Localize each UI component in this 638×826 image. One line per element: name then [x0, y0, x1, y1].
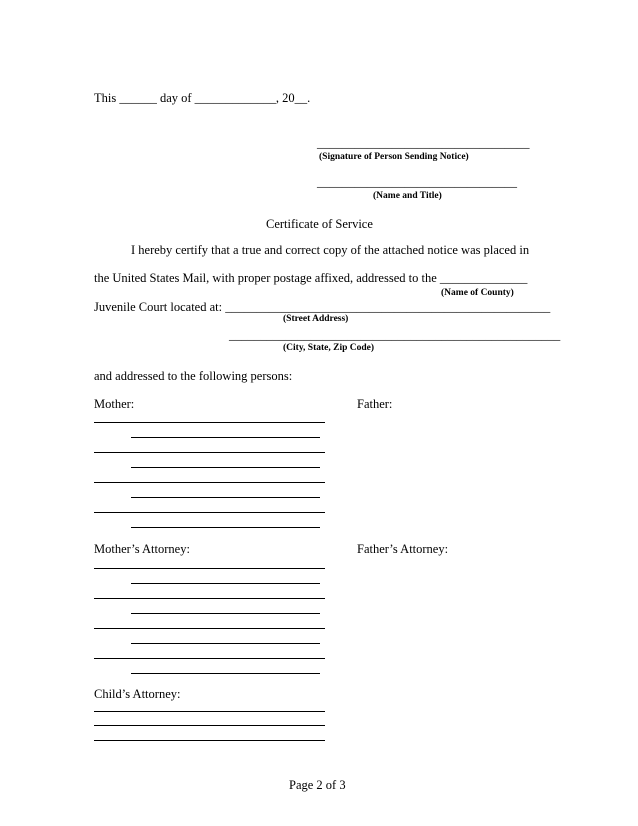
- address-line: [94, 711, 325, 712]
- childs-attorney-label: Child’s Attorney:: [94, 687, 181, 701]
- address-line: [131, 437, 320, 438]
- address-line: [94, 512, 325, 513]
- certificate-title: Certificate of Service: [266, 217, 373, 231]
- address-line: [131, 497, 320, 498]
- address-line: [94, 568, 325, 569]
- address-line: [131, 467, 320, 468]
- certify-paragraph-line-1: I hereby certify that a true and correct copy of the attached notice was placed in: [131, 243, 530, 257]
- address-line: [131, 583, 320, 584]
- city-state-zip-label: (City, State, Zip Code): [283, 343, 375, 353]
- addressed-to-line: and addressed to the following persons:: [94, 369, 293, 383]
- date-line: This ______ day of _____________, 20__.: [94, 91, 311, 105]
- father-label: Father:: [357, 397, 393, 411]
- street-address-label: (Street Address): [283, 314, 349, 324]
- address-line: [94, 422, 325, 423]
- court-location-line: Juvenile Court located at: ____________________________________________________: [94, 300, 551, 314]
- address-line: [94, 658, 325, 659]
- county-label: (Name of County): [441, 288, 514, 298]
- page-number: Page 2 of 3: [289, 778, 346, 792]
- name-title-line: ________________________________: [317, 175, 517, 189]
- signature-label: (Signature of Person Sending Notice): [319, 152, 469, 162]
- address-line: [131, 673, 320, 674]
- address-line: [94, 740, 325, 741]
- signature-line: __________________________________: [317, 136, 530, 150]
- fathers-attorney-label: Father’s Attorney:: [357, 542, 449, 556]
- address-line: [94, 725, 325, 726]
- address-line: [94, 628, 325, 629]
- name-title-label: (Name and Title): [373, 191, 442, 201]
- city-state-zip-line: _____________________________________________________: [229, 328, 561, 342]
- mothers-attorney-label: Mother’s Attorney:: [94, 542, 190, 556]
- address-line: [131, 613, 320, 614]
- address-line: [94, 482, 325, 483]
- address-line: [94, 452, 325, 453]
- mother-label: Mother:: [94, 397, 135, 411]
- certify-paragraph-line-2: the United States Mail, with proper postage affixed, addressed to the ______________: [94, 271, 528, 285]
- address-line: [131, 643, 320, 644]
- address-line: [94, 598, 325, 599]
- address-line: [131, 527, 320, 528]
